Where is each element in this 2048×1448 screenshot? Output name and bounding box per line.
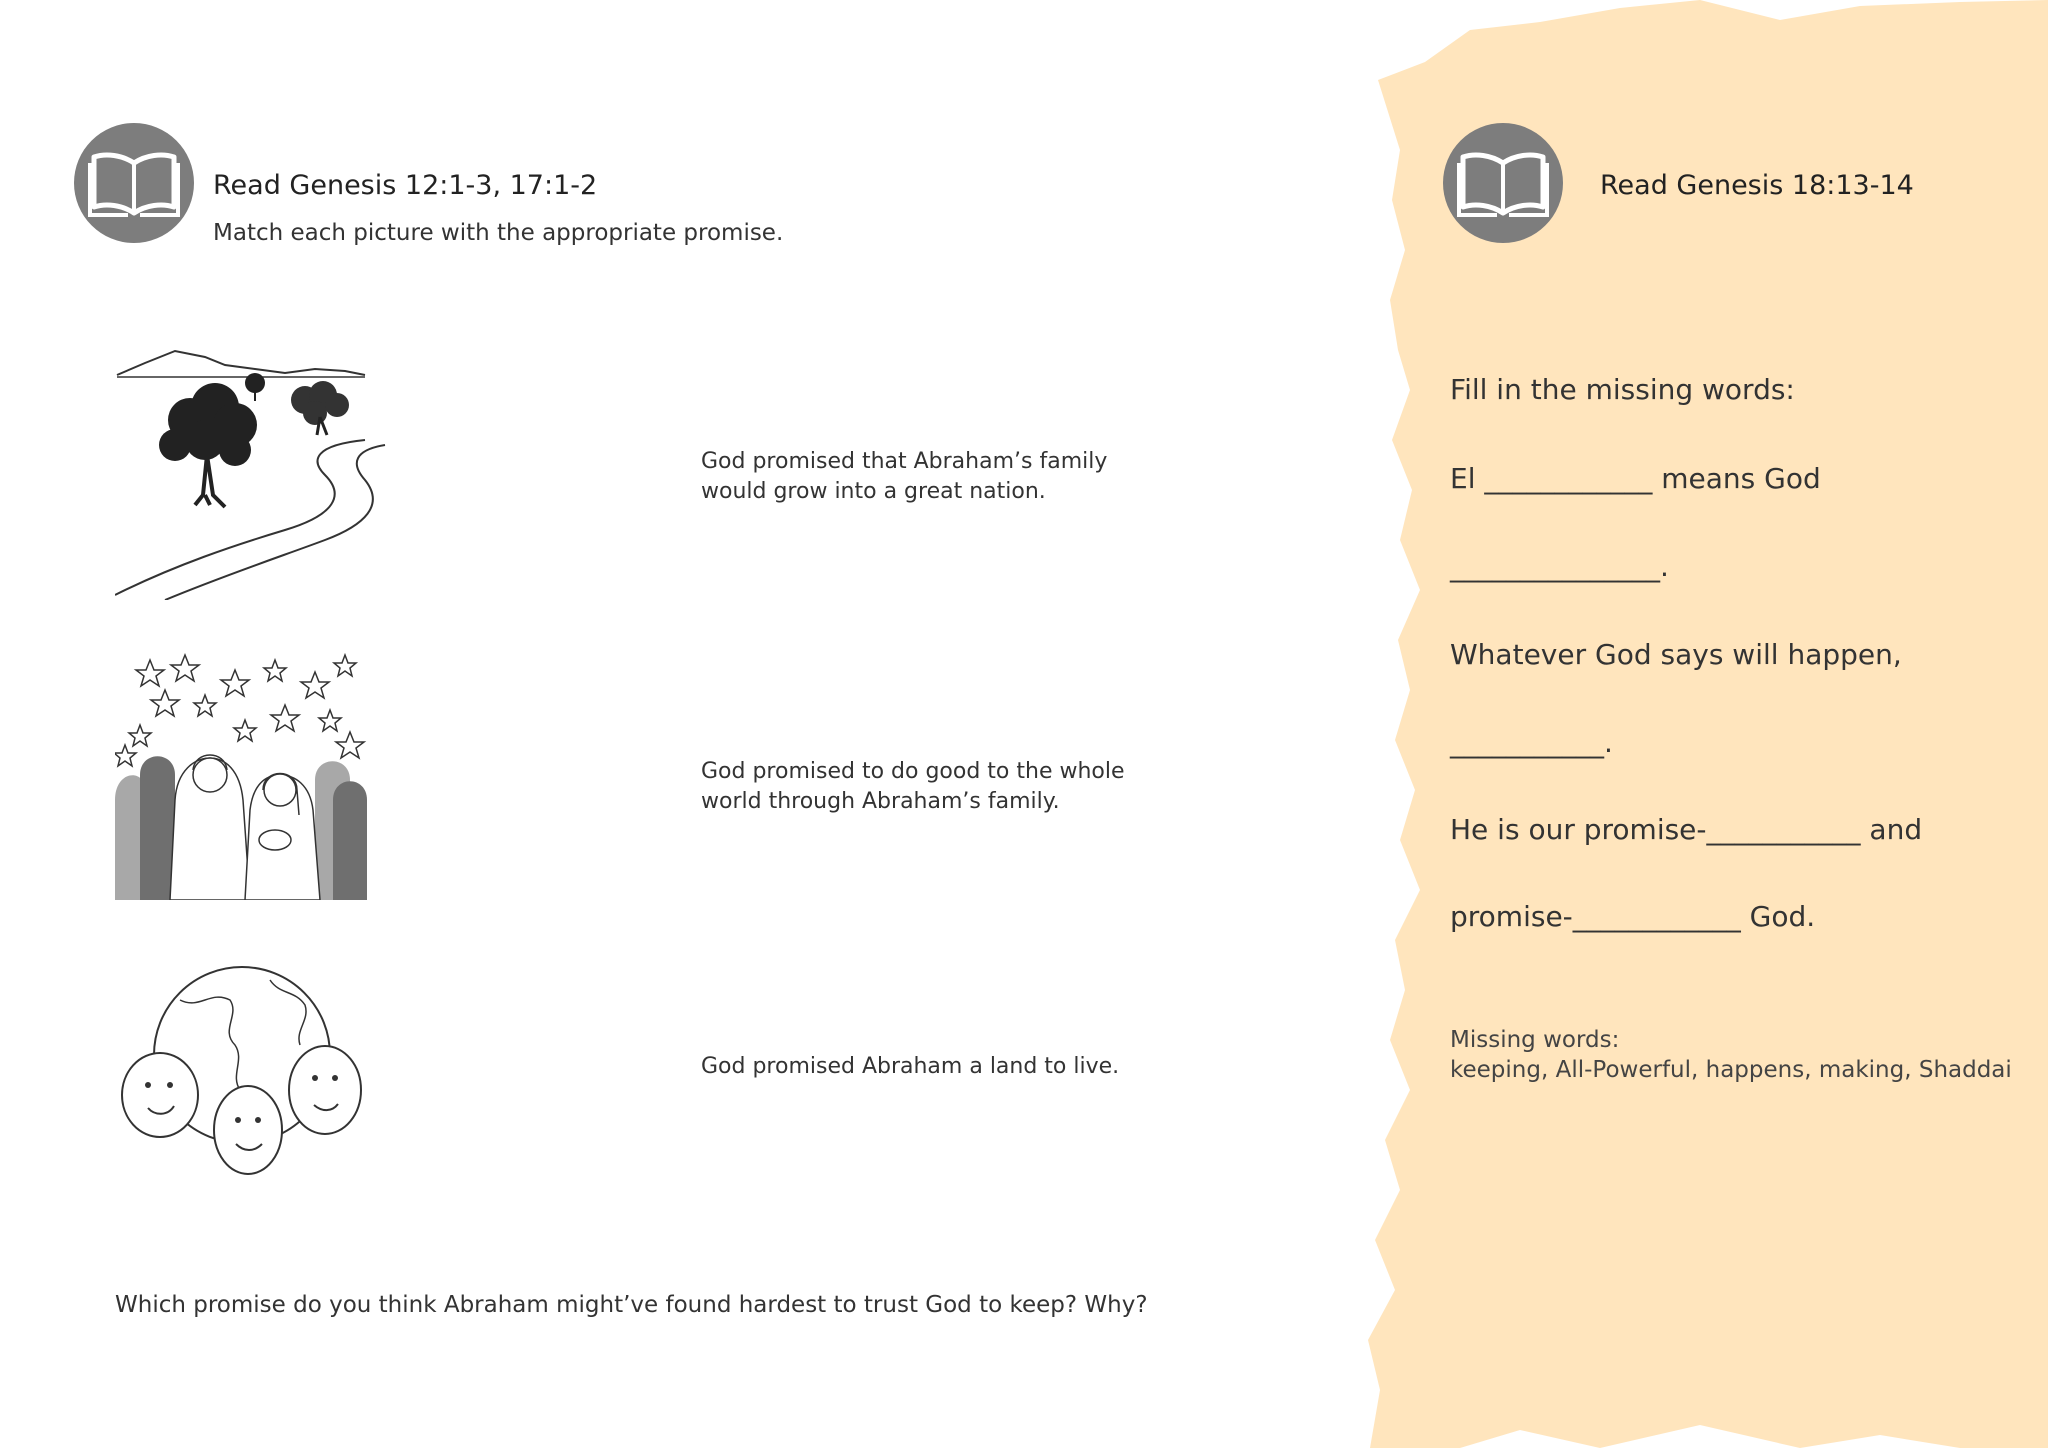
promise-1-line1: God promised that Abraham’s family — [701, 449, 1108, 474]
fill-intro: Fill in the missing words: — [1450, 373, 1795, 406]
promise-2-line1: God promised to do good to the whole — [701, 759, 1125, 784]
open-book-icon — [1457, 149, 1549, 219]
promise-2-line2: world through Abraham’s family. — [701, 789, 1060, 814]
fill-line-5: He is our promise-___________ and — [1450, 813, 1923, 846]
promise-2 — [701, 757, 1171, 817]
promise-3-line1: God promised Abraham a land to live. — [701, 1054, 1120, 1079]
fill-line-2: _______________. — [1450, 550, 1669, 583]
globe-faces-illustration — [120, 960, 365, 1180]
right-heading: Read Genesis 18:13-14 — [1600, 170, 1914, 201]
family-stars-illustration — [115, 650, 367, 900]
fill-line-3: Whatever God says will happen, — [1450, 638, 1902, 671]
left-heading: Read Genesis 12:1-3, 17:1-2 — [213, 170, 598, 201]
fill-line-4: ___________. — [1450, 726, 1613, 759]
book-badge-right — [1443, 123, 1563, 243]
promise-1-line2: would grow into a great nation. — [701, 479, 1046, 504]
promise-1 — [701, 447, 1171, 507]
book-badge-left — [74, 123, 194, 243]
landscape-illustration — [115, 345, 395, 600]
fill-line-6: promise-____________ God. — [1450, 900, 1816, 933]
promise-3 — [701, 1052, 1171, 1082]
open-book-icon — [88, 149, 180, 219]
missing-words-label: Missing words: — [1450, 1027, 1620, 1053]
reflection-question: Which promise do you think Abraham might’ve found hardest to trust God to keep? Why? — [115, 1292, 1148, 1318]
left-instruction: Match each picture with the appropriate promise. — [213, 220, 784, 246]
missing-words-list: keeping, All-Powerful, happens, making, Shaddai — [1450, 1057, 2012, 1083]
fill-line-1: El ____________ means God — [1450, 462, 1821, 495]
